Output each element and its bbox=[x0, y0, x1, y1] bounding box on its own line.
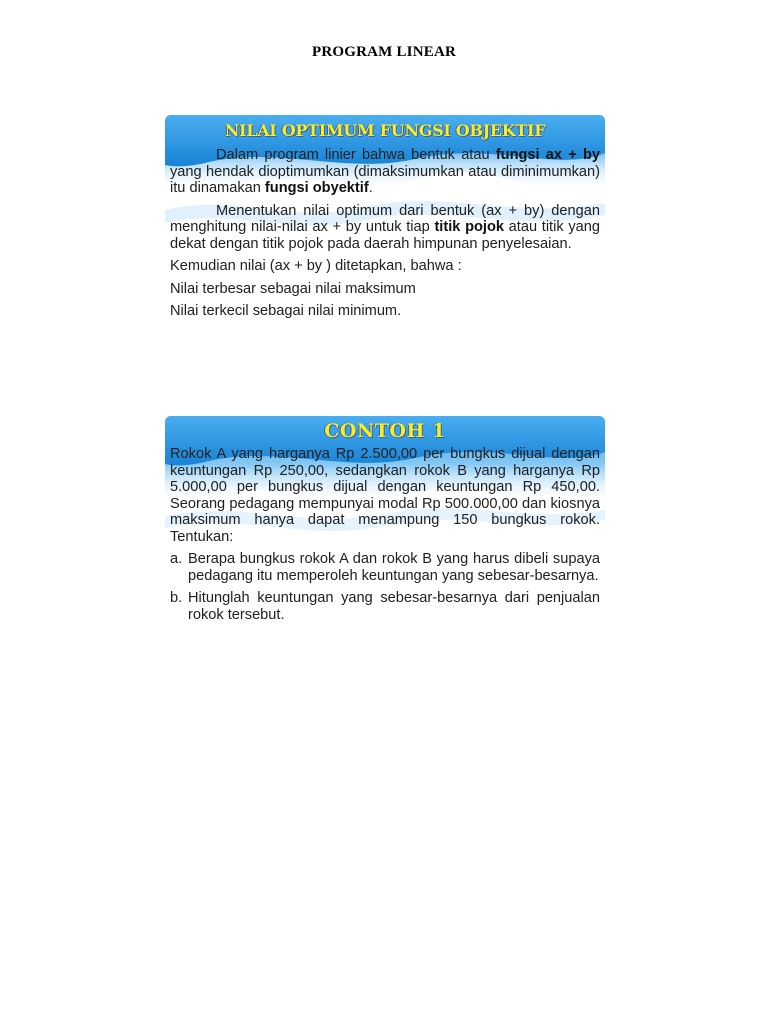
example-card bbox=[165, 416, 605, 666]
objective-function-card bbox=[165, 115, 605, 389]
list-marker: a. bbox=[170, 551, 183, 567]
paragraph-minimum: Nilai terkecil sebagai nilai minimum. bbox=[170, 303, 402, 319]
section-heading: NILAI OPTIMUM FUNGSI OBJEKTIF bbox=[224, 121, 546, 140]
paragraph-definition: Dalam program linier bahwa bentuk atau fungsi ax + by yang hendak dioptimumkan (dimaksimumkan atau diminimumkan) itu dinamakan fungsi obyektif. bbox=[170, 147, 600, 196]
list-item-text: Hitunglah keuntungan yang sebesar-besarnya dari penjualan rokok tersebut. bbox=[188, 590, 600, 623]
problem-statement: Rokok A yang harganya Rp 2.500,00 per bungkus dijual dengan keuntungan Rp 250,00, sedangkan rokok B yang harganya Rp 5.000,00 per bungkus dijual dengan keuntungan Rp 450,00. Seorang pedagang mempunyai modal Rp 500.000,00 dan kiosnya maksimum hanya dapat menampung 150 bungkus rokok. Tentukan: bbox=[170, 446, 600, 545]
list-item-text: Berapa bungkus rokok A dan rokok B yang harus dibeli supaya pedagang itu memperoleh keuntungan yang sebesar-besarnya. bbox=[188, 551, 600, 584]
section-heading: CONTOH 1 bbox=[324, 420, 446, 442]
page-title: PROGRAM LINEAR bbox=[311, 44, 457, 60]
list-item bbox=[170, 551, 600, 584]
paragraph-conclusion: Kemudian nilai (ax + by ) ditetapkan, bahwa : bbox=[170, 258, 462, 274]
list-marker: b. bbox=[170, 590, 183, 606]
card-content bbox=[165, 446, 605, 637]
paragraph-maximum: Nilai terbesar sebagai nilai maksimum bbox=[170, 280, 416, 297]
list-item bbox=[170, 590, 600, 623]
card-content bbox=[165, 147, 605, 334]
paragraph-method: Menentukan nilai optimum dari bentuk (ax + by) dengan menghitung nilai-nilai ax + by untuk tiap titik pojok atau titik yang dekat dengan titik pojok pada daerah himpunan penyelesaian. bbox=[170, 202, 600, 252]
